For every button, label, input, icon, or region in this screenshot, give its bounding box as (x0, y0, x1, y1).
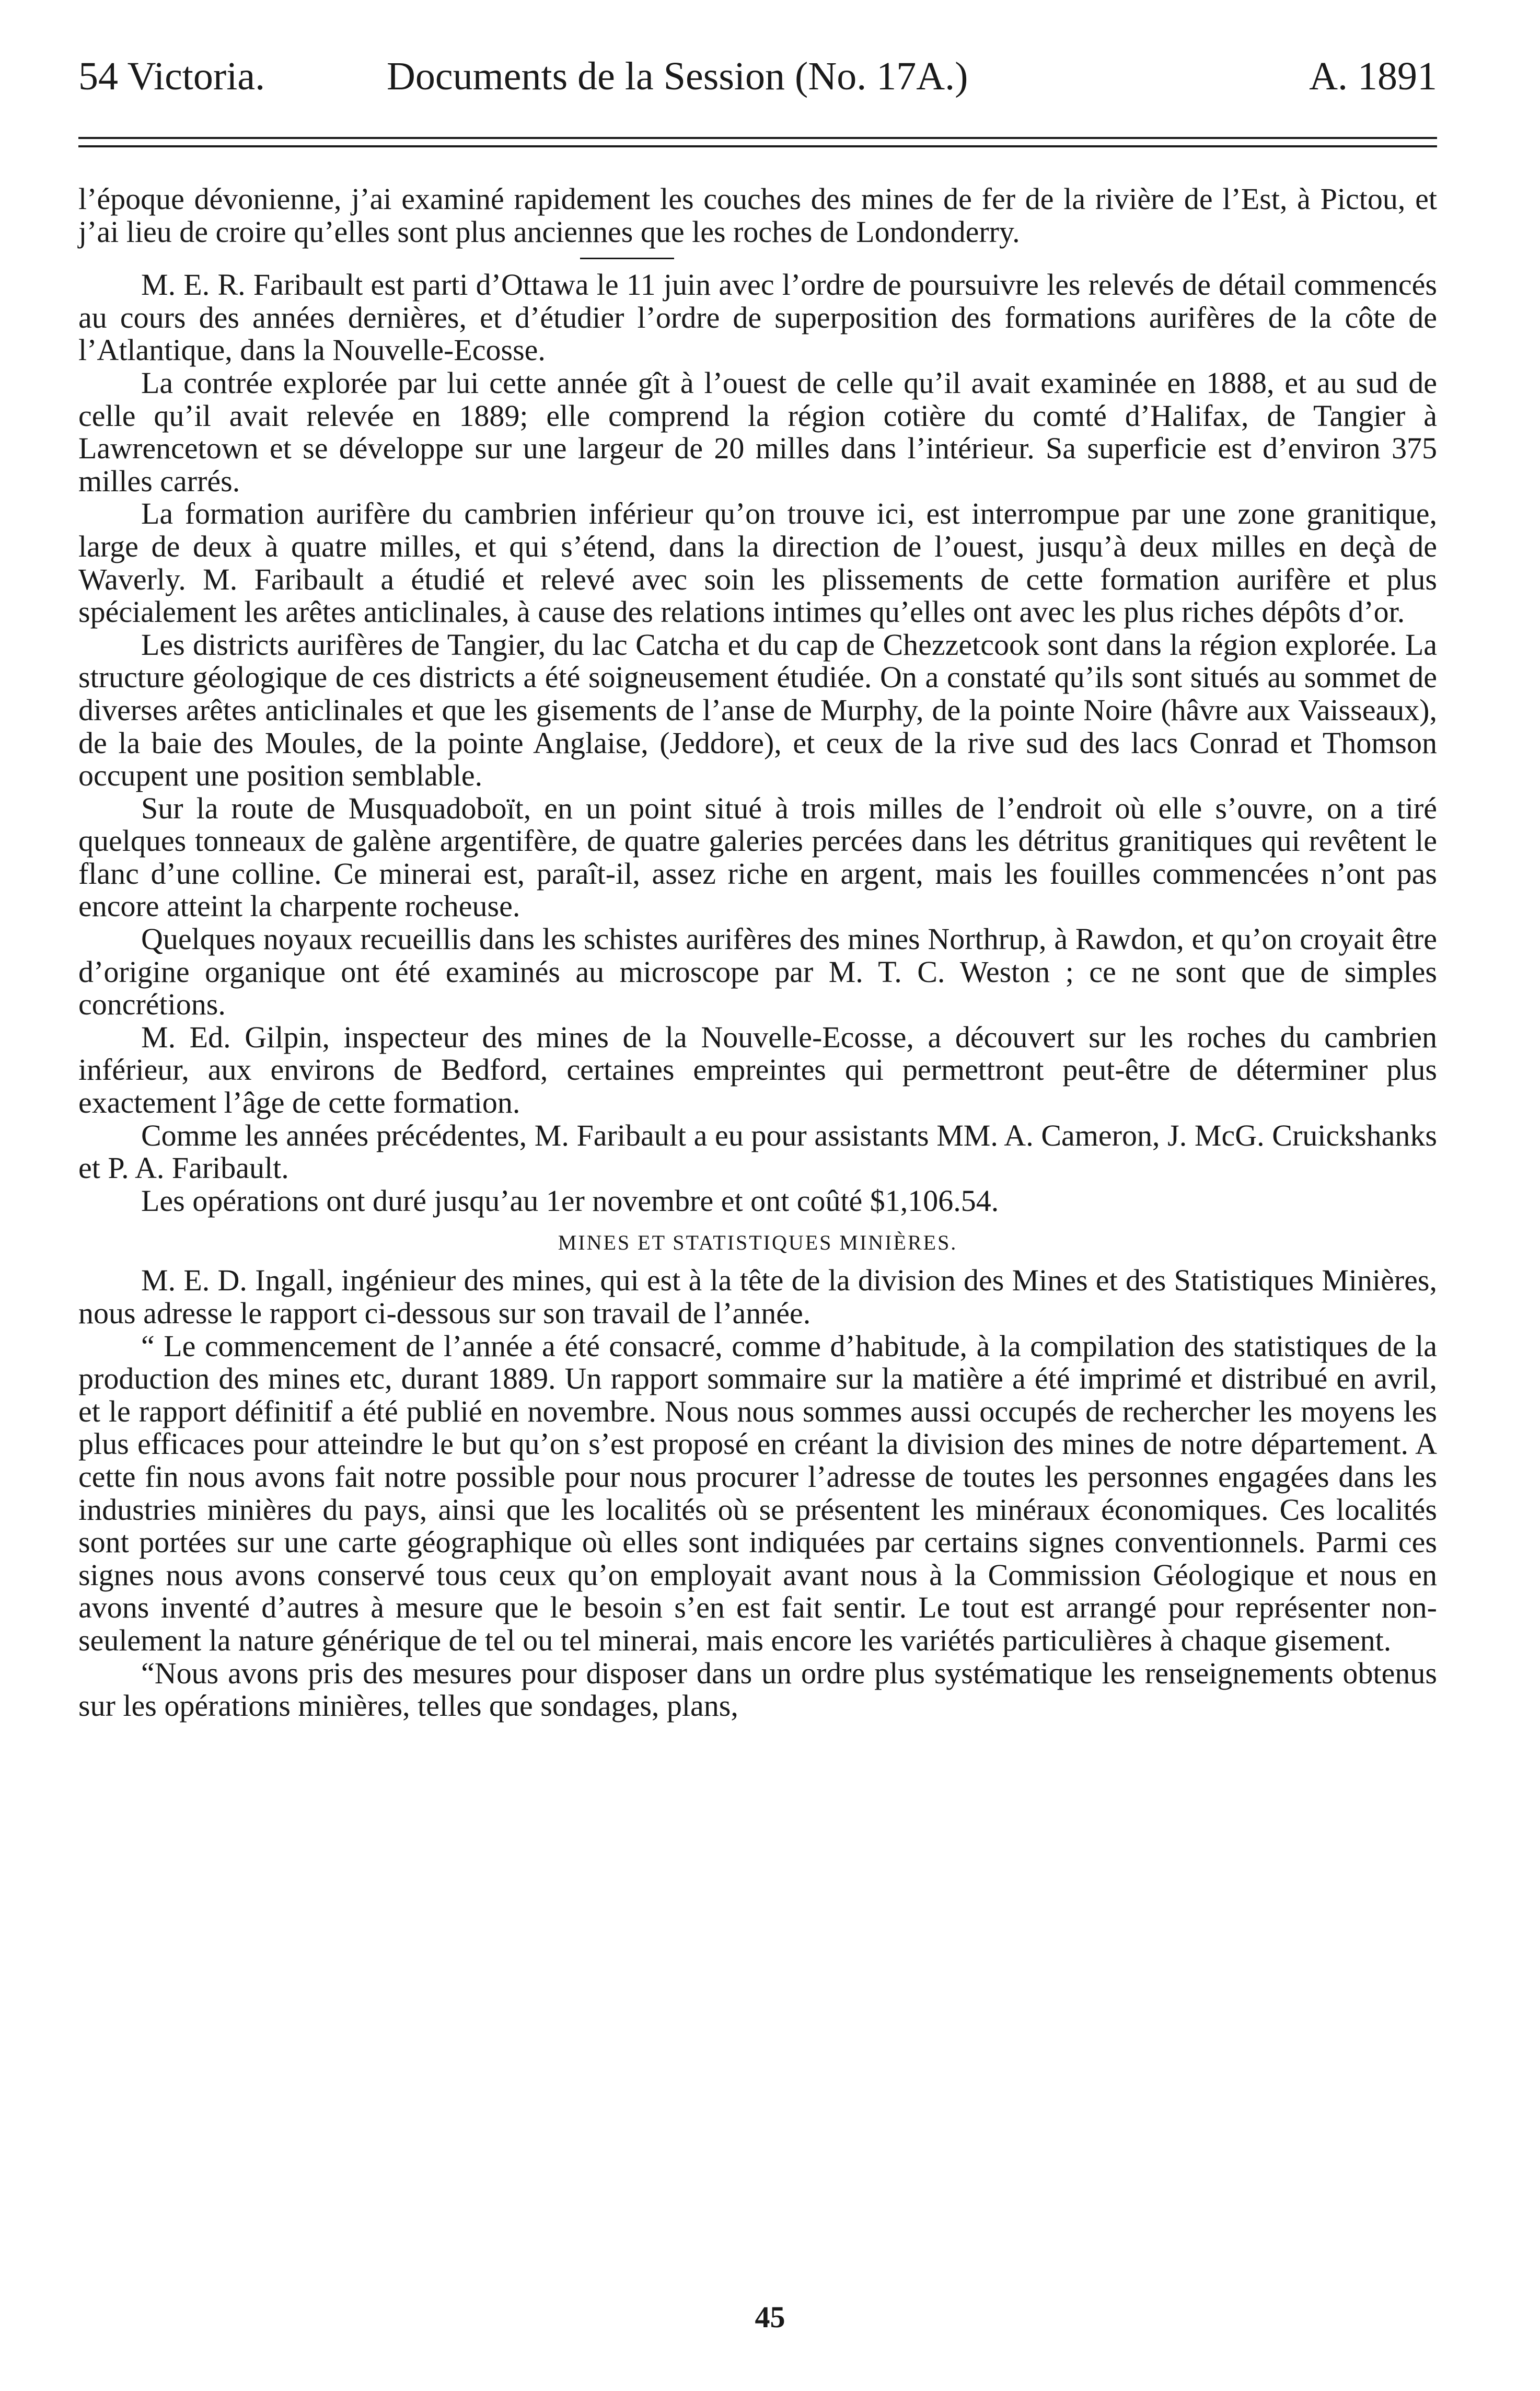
section-heading: MINES ET STATISTIQUES MINIÈRES. (558, 1231, 958, 1255)
paragraph: Les districts aurifères de Tangier, du lac Catcha et du cap de Chezzetcook sont dans la région explorée. La structure géologique de ces districts a été soigneusement étudiée. On a constaté qu’ils sont situés au sommet de diverses arêtes anticlinales et que les gisements de l’anse de Murphy, de la pointe Noire (hâvre aux Vaisseaux), de la baie des Moules, de la pointe Anglaise, (Jeddore), et ceux de la rive sud des lacs Conrad et Thomson occupent une position semblable. (78, 627, 1437, 793)
header-document-title: Documents de la Session (No. 17A.) (387, 54, 968, 98)
paragraph: M. Ed. Gilpin, inspecteur des mines de la Nouvelle-Ecosse, a découvert sur les roches du cambrien inférieur, aux environs de Bedford, certaines empreintes qui permettront peut-être de déterminer plus exactement l’âge de cette formation. (78, 1020, 1437, 1120)
header-rule-top (78, 137, 1437, 139)
header-session-year: 54 Victoria. (78, 54, 265, 98)
body-text (78, 183, 1437, 1723)
paragraph: l’époque dévonienne, j’ai examiné rapidement les couches des mines de fer de la rivière de l’Est, à Pictou, et j’ai lieu de croire qu’elles sont plus anciennes que les roches de Londonderry. (78, 182, 1437, 249)
paragraph: “Nous avons pris des mesures pour disposer dans un ordre plus systématique les renseignements obtenus sur les opérations minières, telles que sondages, plans, (78, 1656, 1437, 1723)
paragraph: M. E. D. Ingall, ingénieur des mines, qui est à la tête de la division des Mines et des Statistiques Minières, nous adresse le rapport ci-dessous sur son travail de l’année. (78, 1263, 1437, 1330)
paragraph: La formation aurifère du cambrien inférieur qu’on trouve ici, est interrompue par une zone granitique, large de deux à quatre milles, et qui s’étend, dans la direction de l’ouest, jusqu’à deux milles en deçà de Waverly. M. Faribault a étudié et relevé avec soin les plissements de cette formation aurifère et plus spécialement les arêtes anticlinales, à cause des relations intimes qu’elles ont avec les plus riches dépôts d’or. (78, 496, 1437, 629)
separator-rule (580, 258, 674, 259)
paragraph: Les opérations ont duré jusqu’au 1er novembre et ont coûté $1,106.54. (141, 1183, 999, 1218)
paragraph: Comme les années précédentes, M. Faribault a eu pour assistants MM. A. Cameron, J. McG. Cruickshanks et P. A. Faribault. (78, 1118, 1437, 1185)
paragraph: Quelques noyaux recueillis dans les schistes aurifères des mines Northrup, à Rawdon, et qu’on croyait être d’origine organique ont été examinés au microscope par M. T. C. Weston ; ce ne sont que de simples concrétions. (78, 922, 1437, 1022)
paragraph: Sur la route de Musquadoboït, en un point situé à trois milles de l’endroit où elle s’ouvre, on a tiré quelques tonneaux de galène argentifère, de quatre galeries percées dans les détritus granitiques qui revêtent le flanc d’une colline. Ce minerai est, paraît-il, assez riche en argent, mais les fouilles commencées n’ont pas encore atteint la charpente rocheuse. (78, 791, 1437, 923)
header-rule-bottom (78, 145, 1437, 147)
paragraph: La contrée explorée par lui cette année gît à l’ouest de celle qu’il avait examinée en 1888, et au sud de celle qu’il avait relevée en 1889; elle comprend la région cotière du comté d’Halifax, de Tangier à Lawrencetown et se développe sur une largeur de 20 milles dans l’intérieur. Sa superficie est d’environ 375 milles carrés. (78, 365, 1437, 498)
paragraph: “ Le commencement de l’année a été consacré, comme d’habitude, à la compilation des statistiques de la production des mines etc, durant 1889. Un rapport sommaire sur la matière a été imprimé et distribué en avril, et le rapport définitif a été publié en novembre. Nous nous sommes aussi occupés de rechercher les moyens les plus efficaces pour atteindre le but qu’on s’est proposé en créant la division des mines de notre département. A cette fin nous avons fait notre possible pour nous procurer l’adresse de toutes les personnes engagées dans les industries minières du pays, ainsi que les localités où se présentent les minéraux économiques. Ces localités sont portées sur une carte géographique où elles sont indiquées par certains signes conventionnels. Parmi ces signes nous avons conservé tous ceux qu’on employait avant nous à la Commission Géologique et nous en avons inventé d’autres à mesure que le besoin s’en est fait sentir. Le tout est arrangé pour représenter non-seulement la nature générique de tel ou tel minerai, mais encore les variétés particulières à chaque gisement. (78, 1329, 1437, 1657)
header-year: A. 1891 (1309, 54, 1437, 98)
paragraph: M. E. R. Faribault est parti d’Ottawa le 11 juin avec l’ordre de poursuivre les relevés de détail commencés au cours des années dernières, et d’étudier l’ordre de superposition des formations aurifères de la côte de l’Atlantique, dans la Nouvelle-Ecosse. (78, 268, 1437, 367)
running-header (78, 50, 1437, 102)
page-number: 45 (755, 2300, 785, 2334)
